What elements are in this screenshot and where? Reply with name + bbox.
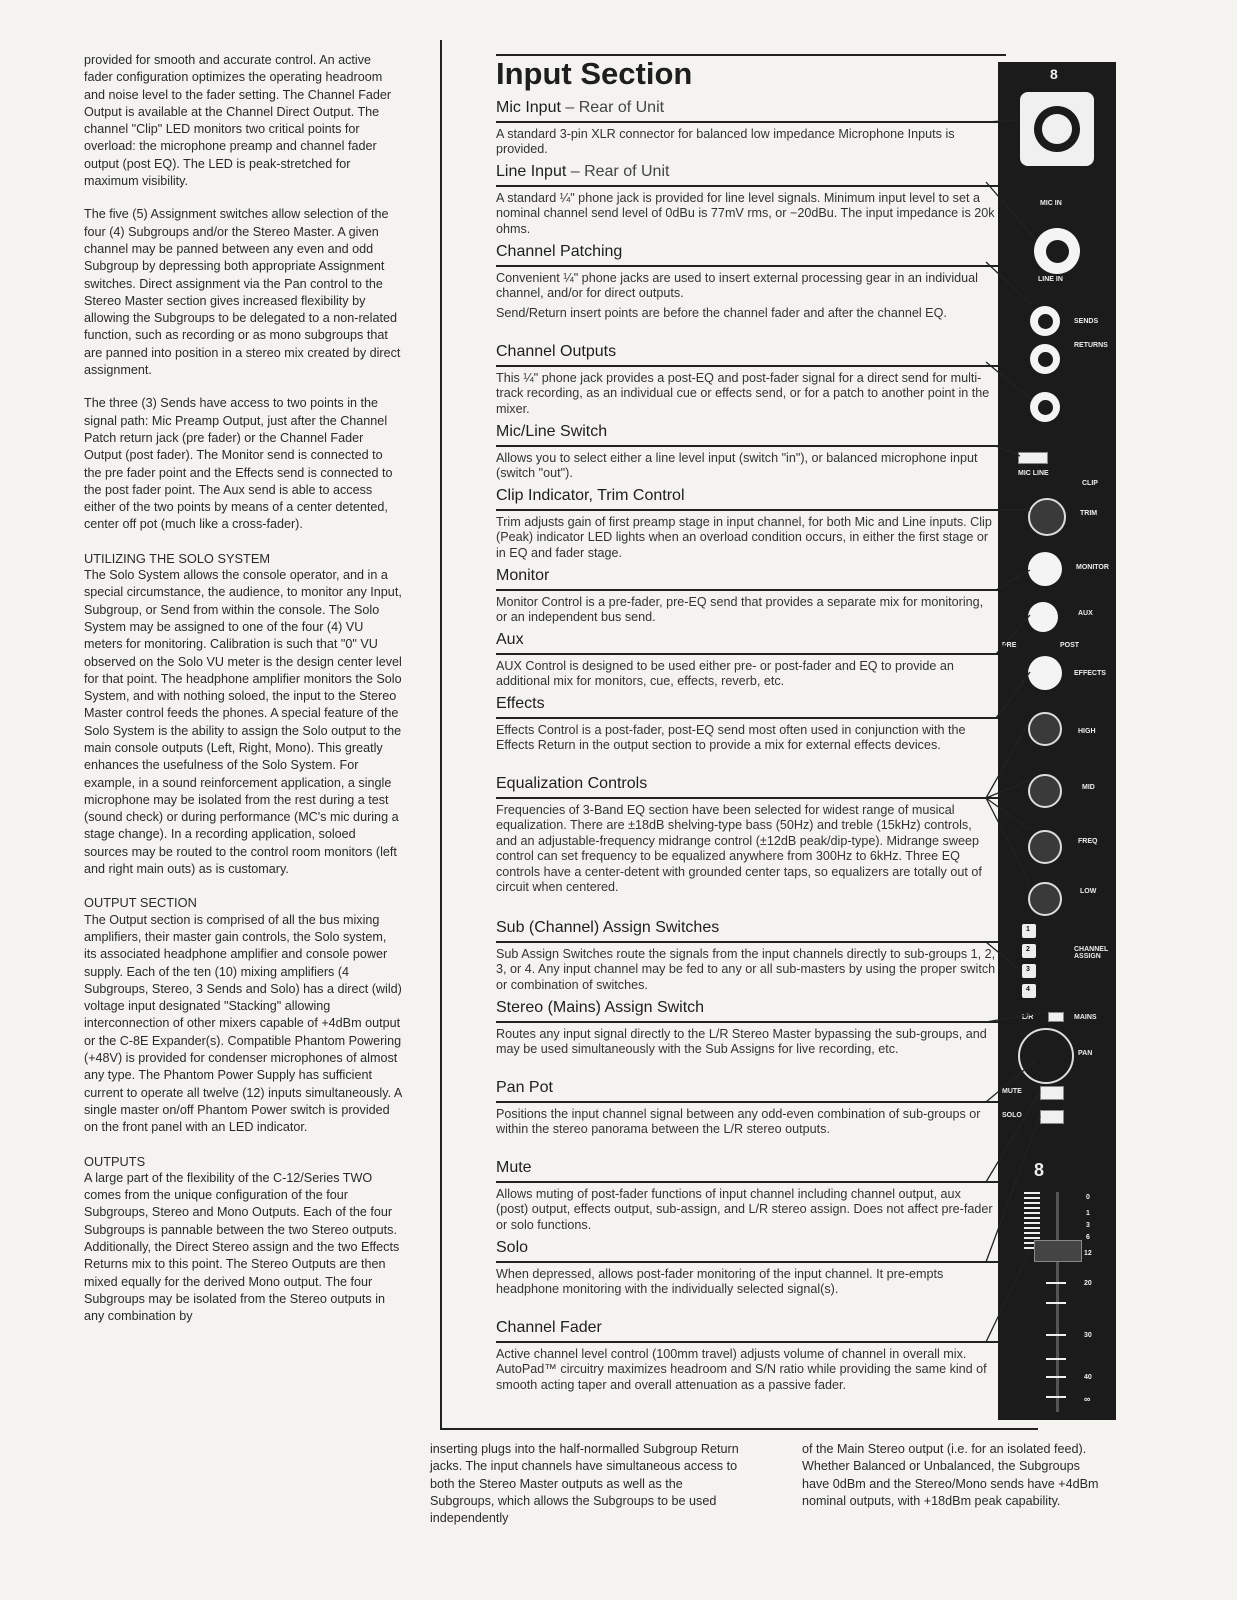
label-mains: MAINS xyxy=(1074,1014,1097,1021)
label-freq: FREQ xyxy=(1078,838,1098,845)
left-column xyxy=(84,52,402,1341)
scale-0: 0 xyxy=(1086,1194,1090,1201)
frame-bottom-rule xyxy=(440,1428,1038,1430)
bottom-column-1: inserting plugs into the half-normalled Subgroup Return jacks. The input channels have simultaneous access to both the Stereo Master outputs as well as the Subgroups, which allows the Subgroups to be used independently xyxy=(430,1442,739,1526)
item-heading: Stereo (Mains) Assign Switch xyxy=(496,999,705,1016)
label-solo: SOLO xyxy=(1002,1112,1022,1119)
item-channel-fader xyxy=(496,1318,996,1393)
heading-outputs: OUTPUTS xyxy=(84,1153,146,1169)
item-text: Trim adjusts gain of first preamp stage in input channel, for both Mic and Line inputs. Clip (Peak) indicator LED lights when an overload condition occurs, in either the first stage or in EQ and fader stage. xyxy=(496,514,992,560)
item-text: Routes any input signal directly to the L/R Stereo Master bypassing the sub-groups, and may be used simultaneously with the Sub Assigns for live recording, etc. xyxy=(496,1026,987,1056)
scale-6: 6 xyxy=(1086,1234,1090,1241)
item-heading: Mic/Line Switch xyxy=(496,423,608,440)
fader-tick xyxy=(1046,1334,1066,1336)
item-rule xyxy=(496,509,1006,511)
item-rule xyxy=(496,717,1006,719)
sub-assign-1-label: 1 xyxy=(1026,926,1030,933)
item-heading: Effects xyxy=(496,695,545,712)
sub-assign-2-label: 2 xyxy=(1026,946,1030,953)
scale-20: 20 xyxy=(1084,1280,1092,1287)
scale-40: 40 xyxy=(1084,1374,1092,1381)
item-rule xyxy=(496,941,1006,943)
label-lr: L/R xyxy=(1022,1014,1034,1021)
sub-assign-4-label: 4 xyxy=(1026,986,1030,993)
label-mic-line: MIC LINE xyxy=(1018,470,1049,477)
item-text: A standard 3-pin XLR connector for balanced low impedance Microphone Inputs is provided. xyxy=(496,126,955,156)
label-channel-assign: CHANNEL ASSIGN xyxy=(1074,946,1109,960)
item-rule xyxy=(496,653,1006,655)
scale-infinity: ∞ xyxy=(1084,1394,1091,1404)
item-heading: Line Input – Rear of Unit xyxy=(496,163,670,180)
high-eq-knob-icon xyxy=(1028,712,1062,746)
item-line-input xyxy=(496,162,996,237)
scale-30: 30 xyxy=(1084,1332,1092,1339)
item-channel-patching xyxy=(496,242,996,321)
mute-button-icon xyxy=(1040,1086,1064,1100)
label-line-in: LINE IN xyxy=(1038,276,1063,283)
item-text: A standard ¼" phone jack is provided for line level signals. Minimum input level to set a nominal channel send level of 0dBu is 77mV rms, or −20dBu. The input impedance is 20k ohms. xyxy=(496,190,995,236)
channel-number-top: 8 xyxy=(1050,66,1058,82)
label-clip: CLIP xyxy=(1082,480,1098,487)
item-text: Sub Assign Switches route the signals from the input channels directly to sub-groups 1, 2, 3, or 4. Any input channel may be fed to any or all sub-masters by using the proper switch or combination of switches. xyxy=(496,946,996,992)
fader-tick xyxy=(1046,1282,1066,1284)
input-section xyxy=(496,56,996,1392)
item-equalization xyxy=(496,774,996,896)
mid-eq-knob-icon xyxy=(1028,774,1062,808)
item-text: AUX Control is designed to be used either pre- or post-fader and EQ to provide an additional mix for monitors, cue, effects, reverb, etc. xyxy=(496,658,954,688)
item-text: Convenient ¼" phone jacks are used to insert external processing gear in an individual channel, and/or for direct outputs. xyxy=(496,270,978,300)
label-pan: PAN xyxy=(1078,1050,1093,1057)
item-text: Active channel level control (100mm travel) adjusts volume of channel in overall mix. AutoPad™ circuitry maximizes headroom and S/N ratio while providing the same kind of smooth acting taper and overall attenuation as a passive fader. xyxy=(496,1346,987,1392)
item-heading: Mic Input – Rear of Unit xyxy=(496,99,665,116)
item-rule xyxy=(496,1181,1006,1183)
item-rule xyxy=(496,445,1006,447)
trim-knob-icon xyxy=(1028,498,1066,536)
item-text: When depressed, allows post-fader monitoring of the input channel. It pre-empts headphone monitoring with the individually selected signal(s). xyxy=(496,1266,944,1296)
fader-tick xyxy=(1046,1396,1066,1398)
bottom-column-2: of the Main Stereo output (i.e. for an isolated feed). Whether Balanced or Unbalanced, the Subgroups have 0dBm and the Stereo/Mono sends have +4dBm nominal outputs, with +18dBm peak capability. xyxy=(802,1442,1099,1508)
item-monitor xyxy=(496,566,996,626)
item-heading: Clip Indicator, Trim Control xyxy=(496,487,685,504)
item-rule xyxy=(496,365,1006,367)
send-jack-icon xyxy=(1030,306,1060,336)
label-pre: PRE xyxy=(1002,642,1017,649)
item-text: This ¼" phone jack provides a post-EQ and post-fader signal for a direct send for multi-track recording, as an individual cue or effects send, or for a patch to another point in the mixer. xyxy=(496,370,990,416)
mains-assign-button-icon xyxy=(1048,1012,1064,1022)
line-in-jack-icon xyxy=(1034,228,1080,274)
item-mute xyxy=(496,1158,996,1233)
paragraph-sends: The three (3) Sends have access to two points in the signal path: Mic Preamp Output, just after the Channel Patch return jack (pre fader) or the Channel Fader Output (post fader). The Monitor send is connected to the pre fader point and the Effects send is connected to the post fader point. The Aux send is able to access either of the two points by means of a center detented, center off pot (much like a cross-fader). xyxy=(84,396,393,532)
item-heading: Sub (Channel) Assign Switches xyxy=(496,919,720,936)
item-aux xyxy=(496,630,996,690)
item-rule xyxy=(496,797,1006,799)
item-text: Allows you to select either a line level input (switch "in"), or balanced microphone input (switch "out"). xyxy=(496,450,978,480)
scale-3: 3 xyxy=(1086,1222,1090,1229)
item-heading: Solo xyxy=(496,1239,529,1256)
channel-strip-illustration xyxy=(998,62,1116,1420)
label-mid: MID xyxy=(1082,784,1095,791)
label-mute: MUTE xyxy=(1002,1088,1022,1095)
channel-output-jack-icon xyxy=(1030,392,1060,422)
item-heading: Pan Pot xyxy=(496,1079,553,1096)
pan-knob-icon xyxy=(1018,1028,1074,1084)
return-jack-icon xyxy=(1030,344,1060,374)
item-rule xyxy=(496,589,1006,591)
paragraph-outputs: A large part of the flexibility of the C-12/Series TWO comes from the unique configuration of the four Subgroups, Stereo and Mono Outputs. Each of the four Subgroups is pannable between the two Stereo outputs. Additionally, the Direct Stereo assign and the two Effects Returns mix to this point. The Stereo Outputs are then mixed equally for the derived Mono output. The four Subgroups may be isolated from the Stereo outputs in any combination by xyxy=(84,1170,400,1324)
aux-knob-icon xyxy=(1028,602,1058,632)
item-text: Monitor Control is a pre-fader, pre-EQ send that provides a separate mix for monitoring, or an independent bus send. xyxy=(496,594,984,624)
label-low: LOW xyxy=(1080,888,1097,895)
item-heading: Channel Outputs xyxy=(496,343,617,360)
heading-output-section: OUTPUT SECTION xyxy=(84,895,197,911)
item-text: Allows muting of post-fader functions of input channel including channel output, aux (post) output, effects output, sub-assign, and L/R stereo assign. Does not affect pre-fader or solo functions. xyxy=(496,1186,993,1232)
label-monitor: MONITOR xyxy=(1076,564,1109,571)
item-channel-outputs xyxy=(496,342,996,417)
frame-left-rule xyxy=(440,40,442,1430)
heading-solo-system: UTILIZING THE SOLO SYSTEM xyxy=(84,550,271,566)
low-eq-knob-icon xyxy=(1028,882,1062,916)
sub-assign-3-label: 3 xyxy=(1026,966,1030,973)
fader-tick xyxy=(1046,1376,1066,1378)
xlr-connector-icon xyxy=(1020,92,1094,166)
scale-12: 12 xyxy=(1084,1250,1092,1257)
item-solo xyxy=(496,1238,996,1298)
item-rule xyxy=(496,1341,1006,1343)
solo-button-icon xyxy=(1040,1110,1064,1124)
item-text: Positions the input channel signal between any odd-even combination of sub-groups or within the stereo panorama between the L/R stereo outputs. xyxy=(496,1106,981,1136)
item-pan-pot xyxy=(496,1078,996,1138)
label-returns: RETURNS xyxy=(1074,342,1108,349)
label-high: HIGH xyxy=(1078,728,1096,735)
paragraph-fader: provided for smooth and accurate control. An active fader configuration optimizes the operating headroom and noise level to the fader setting. The Channel Fader Output is available at the Channel Direct Output. The channel "Clip" LED monitors two critical points for overload: the microphone preamp and channel fader output (post EQ). The LED is peak-stretched for maximum visibility. xyxy=(84,53,392,189)
item-heading: Aux xyxy=(496,631,524,648)
item-heading: Equalization Controls xyxy=(496,775,648,792)
item-mic-input xyxy=(496,98,996,158)
paragraph-assignment: The five (5) Assignment switches allow selection of the four (4) Subgroups and/or the Stereo Master. A given channel may be panned between any even and odd Subgroup by depressing both appropriate Assignment switches. Direct assignment via the Pan control to the Stereo Master section gives increased flexibility by allowing the Subgroups to be delegated to a non-related function, such as recording or as mono subgroups that are panned into position in a stereo mix created by direct assignment. xyxy=(84,207,401,378)
section-title: Input Section xyxy=(496,56,693,91)
label-trim: TRIM xyxy=(1080,510,1098,517)
item-rule xyxy=(496,1021,1006,1023)
fader-cap-icon xyxy=(1034,1240,1082,1262)
mic-line-switch-icon xyxy=(1018,452,1048,464)
label-sends: SENDS xyxy=(1074,318,1099,325)
label-post: POST xyxy=(1060,642,1080,649)
item-rule xyxy=(496,185,1006,187)
item-rule xyxy=(496,1101,1006,1103)
monitor-knob-icon xyxy=(1028,552,1062,586)
item-clip-trim xyxy=(496,486,996,561)
item-text: Frequencies of 3-Band EQ section have been selected for widest range of musical equalization. There are ±18dB shelving-type bass (50Hz) and treble (15kHz) controls, and an adjustable-frequency midrange control (±12dB peak/dip-type). Midrange sweep control can set frequency to be equalized anywhere from 300Hz to 6kHz. Three EQ controls have a center-detent with grounded center taps, so equalizers are totally out of circuit when centered. xyxy=(496,802,982,894)
channel-number-bottom: 8 xyxy=(1034,1160,1045,1180)
item-rule xyxy=(496,265,1006,267)
item-effects xyxy=(496,694,996,754)
item-text: Effects Control is a post-fader, post-EQ send most often used in conjunction with the Effects Return in the output section to provide a mix for external effects devices. xyxy=(496,722,966,752)
item-heading: Channel Fader xyxy=(496,1319,602,1336)
item-heading: Monitor xyxy=(496,567,550,584)
item-sub-assign xyxy=(496,918,996,993)
effects-knob-icon xyxy=(1028,656,1062,690)
item-rule xyxy=(496,121,1006,123)
item-stereo-assign xyxy=(496,998,996,1058)
freq-knob-icon xyxy=(1028,830,1062,864)
label-mic-in: MIC IN xyxy=(1040,200,1062,207)
paragraph-output-section: The Output section is comprised of all the bus mixing amplifiers, their master gain controls, the Solo system, its associated headphone amplifier and console power supply. Each of the ten (10) mixing amplifiers (4 Subgroups, Stereo, 3 Sends and Solo) has a direct (wild) voltage input designated "Stacking" allowing interconnection of other mixers capable of +4dBm output or the C-8E Expander(s). Compatible Phantom Powering (+48V) is provided for condenser microphones of almost any type. The Phantom Power Supply has sufficient current to operate all twelve (12) inputs simultaneously. A single master on/off Phantom Power switch is provided on the front panel with an LED indicator. xyxy=(84,912,402,1135)
item-heading: Channel Patching xyxy=(496,243,623,260)
scale-1: 1 xyxy=(1086,1210,1090,1217)
fader-tick xyxy=(1046,1358,1066,1360)
item-text-2: Send/Return insert points are before the channel fader and after the channel EQ. xyxy=(496,305,947,320)
paragraph-solo-system: The Solo System allows the console operator, and in a special circumstance, the audience, to monitor any Input, Subgroup, or Send from within the console. The Solo System may be assigned to one of the four (4) VU meters for monitoring. Calibration is such that "0" VU observed on the Solo VU meter is the design center level for that point. The headphone amplifier monitors the Solo System, and with nothing soloed, the input to the Stereo Master control feeds the phones. A special feature of the Solo System is the ability to assign the Solo output to the main console outputs (Left, Right, Mono). This greatly enhances the usefulness of the Solo System. For example, in a sound reinforcement application, a single microphone may be isolated from the rest during a test (sound check) or during performance (MC's mic during a stage change). In a recording application, soloed sources may be routed to the control room monitors (left and right main outs) as is customary. xyxy=(84,568,402,877)
item-mic-line-switch xyxy=(496,422,996,482)
item-heading: Mute xyxy=(496,1159,532,1176)
label-effects: EFFECTS xyxy=(1074,670,1106,677)
fader-tick xyxy=(1046,1302,1066,1304)
item-rule xyxy=(496,1261,1006,1263)
label-aux: AUX xyxy=(1078,610,1093,617)
